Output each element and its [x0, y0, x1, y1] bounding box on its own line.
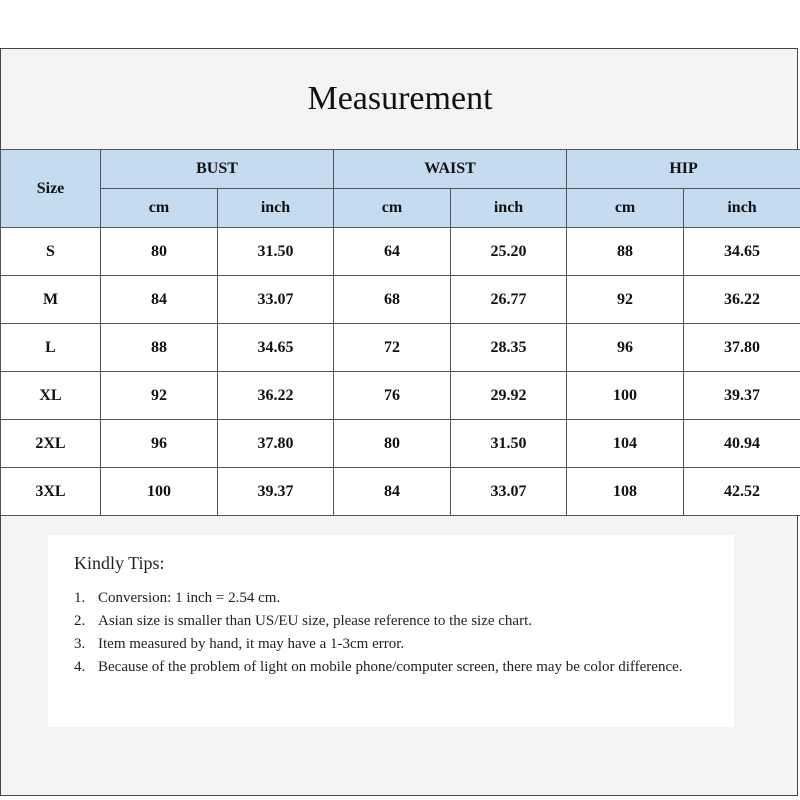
tip-number: 4. [74, 659, 86, 675]
value-cell: 88 [567, 228, 684, 276]
tip-text: Asian size is smaller than US/EU size, please reference to the size chart. [98, 613, 532, 629]
hip-header: HIP [567, 150, 800, 189]
value-cell: 42.52 [684, 468, 800, 516]
bust-header: BUST [101, 150, 334, 189]
unit-header: inch [451, 189, 567, 228]
unit-header: cm [567, 189, 684, 228]
value-cell: 29.92 [451, 372, 567, 420]
unit-header: inch [684, 189, 800, 228]
size-cell: S [1, 228, 101, 276]
tip-item [74, 610, 714, 633]
value-cell: 72 [334, 324, 451, 372]
size-cell: 3XL [1, 468, 101, 516]
size-table [0, 149, 800, 516]
tip-item [74, 587, 714, 610]
value-cell: 84 [334, 468, 451, 516]
value-cell: 92 [101, 372, 218, 420]
value-cell: 108 [567, 468, 684, 516]
value-cell: 104 [567, 420, 684, 468]
value-cell: 64 [334, 228, 451, 276]
unit-header: inch [218, 189, 334, 228]
value-cell: 36.22 [684, 276, 800, 324]
value-cell: 88 [101, 324, 218, 372]
value-cell: 39.37 [218, 468, 334, 516]
tip-text: Item measured by hand, it may have a 1-3cm error. [98, 636, 405, 652]
table-row [1, 420, 800, 468]
value-cell: 68 [334, 276, 451, 324]
tip-number: 3. [74, 636, 86, 652]
value-cell: 80 [101, 228, 218, 276]
tips-box [48, 535, 734, 727]
tips-list [74, 587, 714, 679]
value-cell: 100 [101, 468, 218, 516]
table-row [1, 468, 800, 516]
value-cell: 39.37 [684, 372, 800, 420]
value-cell: 84 [101, 276, 218, 324]
value-cell: 76 [334, 372, 451, 420]
unit-header: cm [101, 189, 218, 228]
value-cell: 31.50 [451, 420, 567, 468]
tip-item [74, 656, 714, 679]
value-cell: 80 [334, 420, 451, 468]
tip-text: Because of the problem of light on mobile phone/computer screen, there may be color difference. [98, 659, 683, 675]
value-cell: 34.65 [684, 228, 800, 276]
value-cell: 31.50 [218, 228, 334, 276]
value-cell: 28.35 [451, 324, 567, 372]
unit-header: cm [334, 189, 451, 228]
size-cell: 2XL [1, 420, 101, 468]
value-cell: 33.07 [218, 276, 334, 324]
value-cell: 37.80 [684, 324, 800, 372]
value-cell: 92 [567, 276, 684, 324]
value-cell: 33.07 [451, 468, 567, 516]
value-cell: 34.65 [218, 324, 334, 372]
tips-title: Kindly Tips: [74, 553, 165, 573]
table-row [1, 276, 800, 324]
tip-text: Conversion: 1 inch = 2.54 cm. [98, 590, 281, 606]
value-cell: 100 [567, 372, 684, 420]
tip-number: 2. [74, 613, 86, 629]
table-row [1, 324, 800, 372]
page-title: Measurement [307, 79, 493, 117]
table-row [1, 372, 800, 420]
value-cell: 96 [567, 324, 684, 372]
value-cell: 37.80 [218, 420, 334, 468]
tip-item [74, 633, 714, 656]
value-cell: 96 [101, 420, 218, 468]
value-cell: 40.94 [684, 420, 800, 468]
value-cell: 25.20 [451, 228, 567, 276]
tip-number: 1. [74, 590, 86, 606]
value-cell: 36.22 [218, 372, 334, 420]
size-cell: XL [1, 372, 101, 420]
waist-header: WAIST [334, 150, 567, 189]
value-cell: 26.77 [451, 276, 567, 324]
table-row [1, 228, 800, 276]
size-cell: M [1, 276, 101, 324]
size-cell: L [1, 324, 101, 372]
size-header: Size [1, 150, 101, 228]
